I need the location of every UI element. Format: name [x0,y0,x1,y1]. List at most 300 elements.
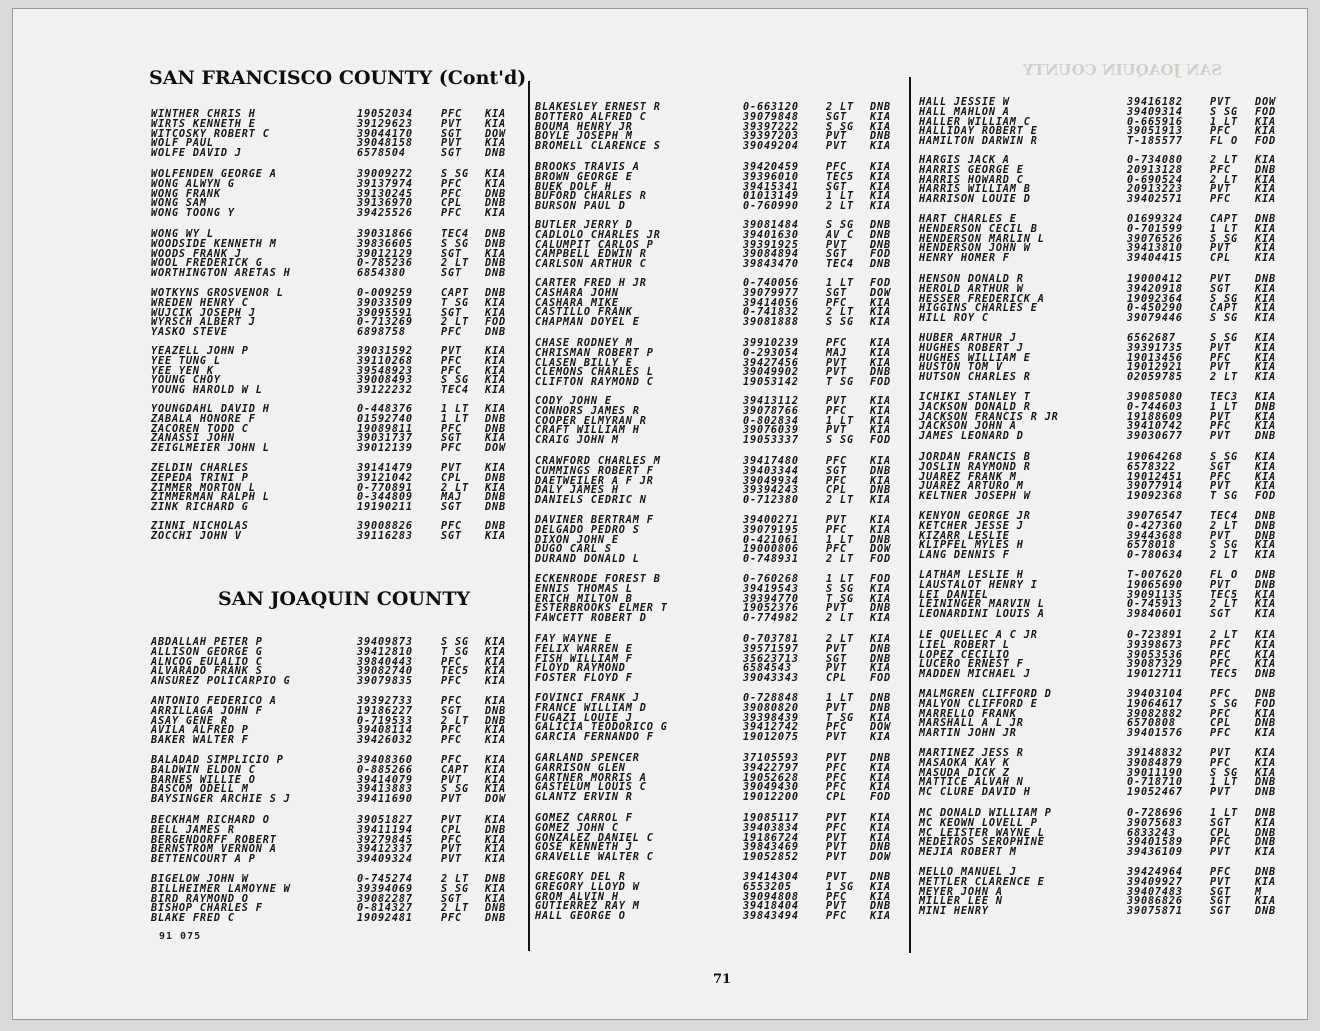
rank: PVT [826,367,847,379]
status-code: DNB [1255,401,1276,413]
status-code: KIA [1255,223,1276,235]
entry-name: CLEMONS CHARLES L [535,367,654,379]
rank: CPL [1210,827,1231,839]
rank: PFC [1210,126,1231,138]
rank: PVT [826,813,847,824]
status-code: DNB [485,715,506,727]
entry-name: MC DONALD WILLIAM P [919,808,1052,819]
rank: PFC [826,405,847,417]
status-code: KIA [485,404,506,415]
rank: PFC [441,423,462,435]
entry-name: HALLER WILLIAM C [919,116,1031,128]
serial-number: 39031592 [357,346,413,357]
rank: PFC [826,297,847,309]
status-code: DNB [485,492,506,504]
entry-name: JOSLIN RAYMOND R [919,461,1031,473]
rank: 2 LT [826,613,854,625]
status-code: KIA [870,613,891,625]
entry-name: HARRIS GEORGE E [919,164,1024,176]
rank: S SG [1210,293,1238,305]
serial-number: 39079835 [357,676,413,688]
entry-name: MASAOKA KAY K [919,757,1010,769]
rank: 1 LT [441,404,469,415]
serial-number: 39571597 [743,643,799,655]
entry-name: MARSHALL A L JR [919,718,1024,730]
entry-name: YOUNG HAROLD W L [151,385,263,397]
status-code: KIA [870,425,891,437]
serial-number: 39417480 [743,456,799,467]
sf-county-heading: SAN FRANCISCO COUNTY (Cont'd) [149,67,527,89]
rank: TEC3 [1210,392,1238,403]
status-code: KIA [1255,767,1276,779]
rank: FL O [1210,136,1238,148]
status-code: KIA [485,248,506,260]
status-code: KIA [1255,471,1276,483]
serial-number: 39425526 [357,208,413,220]
status-code: DNB [1255,570,1276,581]
entry-name: BARNES WILLIE O [151,774,256,786]
status-code: M [1255,886,1262,898]
rank: PVT [826,732,847,744]
serial-number: 0-760268 [743,574,799,585]
rank: PFC [441,188,462,200]
rank: 2 LT [441,317,469,329]
serial-number: 39049934 [743,475,799,487]
status-code: KIA [1255,352,1276,364]
rank: PFC [826,544,847,556]
serial-number: 19052376 [743,603,799,615]
serial-number: 39279845 [357,834,413,846]
entry-name: WYRSCH ALBERT J [151,317,256,329]
rank: S SG [1210,540,1238,552]
rank: CPL [826,792,847,804]
status-code: KIA [485,346,506,357]
status-code: FOD [1255,698,1276,710]
entry-name: YEAZELL JOHN P [151,346,249,357]
entry-name: ZELDIN CHARLES [151,463,249,474]
rank: PVT [826,603,847,615]
rank: SGT [441,893,462,905]
status-code: DNB [485,188,506,200]
status-code: KIA [485,784,506,796]
serial-number: 0-719533 [357,715,413,727]
status-code: DNB [870,872,891,883]
serial-number: 39403344 [743,465,799,477]
status-code: KIA [485,815,506,826]
entry-name: DALY JAMES H [535,485,619,497]
serial-number: 39077914 [1127,481,1183,493]
rank: S SG [826,435,854,447]
rank: PFC [1210,689,1231,700]
rank: PFC [1210,639,1231,651]
rank: S SG [441,784,469,796]
entry-name: CLIFTON RAYMOND C [535,377,654,389]
rank: PVT [826,852,847,864]
document-code: 91 075 [159,931,202,942]
rank: 2 LT [826,554,854,566]
entry-name: ALNCOG EULALIO C [151,656,263,668]
status-code: DOW [485,794,506,806]
rank: S SG [441,883,469,895]
entry-name: ZOCCHI JOHN V [151,530,242,542]
rank: PVT [826,131,847,143]
rank: SGT [826,249,847,261]
serial-number: 39084879 [1127,757,1183,769]
entry-name: MELLO MANUEL J [919,867,1017,878]
rank: CPL [1210,718,1231,730]
rank: PVT [441,118,462,130]
serial-number: 0-728848 [743,693,799,704]
entry-name: WINTHER CHRIS H [151,109,256,120]
status-code: KIA [870,583,891,595]
entry-name: HALLIDAY ROBERT E [919,126,1038,138]
status-code: DNB [870,653,891,665]
rank: 2 LT [1210,550,1238,562]
rank: PVT [441,138,462,150]
status-code: KIA [1255,550,1276,562]
serial-number: 39409927 [1127,876,1183,888]
entry-name: HARRISON LOUIE D [919,194,1031,206]
rank: 2 LT [826,495,854,507]
serial-number: 0-745913 [1127,599,1183,611]
entry-name: HENDERSON CECIL B [919,223,1038,235]
status-code: KIA [870,338,891,349]
serial-number: 39414304 [743,872,799,883]
serial-number: 39049204 [743,141,799,153]
rank: PVT [441,346,462,357]
serial-number: 20913128 [1127,164,1183,176]
serial-number: 6562687 [1127,333,1176,344]
rank: 2 LT [441,715,469,727]
serial-number: 39418404 [743,901,799,913]
entry-name: YEE YEN K [151,365,214,377]
serial-number: 0-713269 [357,317,413,329]
serial-number: 6584543 [743,663,792,675]
status-code: KIA [485,676,506,688]
entry-name: BECKHAM RICHARD O [151,815,270,826]
serial-number: 19065690 [1127,579,1183,591]
status-code: DNB [1255,579,1276,591]
entry-name: CRAIG JOHN M [535,435,619,447]
serial-number: 0-665916 [1127,116,1183,128]
entry-name: WONG ALWYN G [151,178,235,190]
rank: PFC [826,762,847,774]
rank: S SG [441,238,469,250]
rank: PVT [826,425,847,437]
entry-name: WOTKYNS GROSVENOR L [151,288,284,299]
entry-name: JORDAN FRANCIS B [919,452,1031,463]
entry-name: BIRD RAYMOND O [151,893,249,905]
entry-name: CRAFT WILLIAM H [535,425,640,437]
entry-name: BOYLE JOSEPH M [535,131,633,143]
status-code: FOD [870,673,891,685]
serial-number: 39148832 [1127,748,1183,759]
serial-number: 39424964 [1127,867,1183,878]
serial-number: 39426032 [357,735,413,747]
entry-name: ZACOREN TODD C [151,423,249,435]
rank: CPL [826,673,847,685]
rank: S SG [441,375,469,387]
serial-number: 0-663120 [743,102,799,113]
serial-number: 0-760990 [743,201,799,213]
rank: S SG [826,583,854,595]
rank: TEC4 [826,259,854,271]
serial-number: 01592740 [357,413,413,425]
rank: AV C [826,229,854,241]
entry-name: METTLER CLARENCE E [919,876,1045,888]
entry-name: HUGHES ROBERT J [919,342,1024,354]
status-code: KIA [1255,452,1276,463]
rank: S SG [1210,106,1238,118]
status-code: DNB [1255,431,1276,443]
serial-number: 0-427360 [1127,520,1183,532]
status-code: KIA [870,141,891,153]
rank: CPL [441,198,462,210]
rank: SGT [826,111,847,123]
entry-name: WOLFENDEN GEORGE A [151,169,277,180]
rank: 1 LT [826,415,854,427]
entry-name: BUTLER JERRY D [535,220,633,231]
entry-name: MADDEN MICHAEL J [919,669,1031,681]
status-code: DNB [870,102,891,113]
status-code: FOD [870,278,891,289]
entry-name: MC KEOWN LOVELL P [919,817,1038,829]
rank: SGT [441,502,462,514]
rank: CAPT [441,288,469,299]
entry-name: GROM ALVIN H [535,891,619,903]
rank: SGT [441,705,462,717]
serial-number: 19012711 [1127,669,1183,681]
serial-number: 39076547 [1127,511,1183,522]
status-code: DNB [1255,808,1276,819]
entry-name: BETTENCOURT A P [151,854,256,866]
status-code: KIA [485,883,506,895]
status-code: KIA [485,208,506,220]
entry-name: CARTER FRED H JR [535,278,647,289]
rank: CPL [441,472,462,484]
rank: PVT [826,396,847,407]
entry-name: WONG TOONG Y [151,208,235,220]
rank: SGT [1210,817,1231,829]
status-code: KIA [485,109,506,120]
entry-name: BROOKS TRAVIS A [535,162,640,173]
rank: PFC [441,109,462,120]
rank: MAJ [441,492,462,504]
entry-name: AVILA ALFRED P [151,725,249,737]
entry-name: GALICIA TEODORICO G [535,722,668,734]
serial-number: 39075683 [1127,817,1183,829]
document-page [12,8,1308,1020]
entry-name: MEJIA ROBERT M [919,847,1017,859]
status-code: DNB [485,148,506,160]
serial-number: 19012451 [1127,471,1183,483]
rank: PVT [1210,481,1231,493]
status-code: KIA [1255,708,1276,720]
rank: SGT [1210,283,1231,295]
status-code: KIA [870,181,891,193]
entry-name: CONNORS JAMES R [535,405,640,417]
status-code: KIA [870,396,891,407]
serial-number: 39079446 [1127,313,1183,325]
status-code: KIA [870,593,891,605]
status-code: KIA [485,656,506,668]
entry-name: LEONARDINI LOUIS A [919,609,1045,621]
entry-name: MARRELLO FRANK [919,708,1017,720]
status-code: DNB [485,913,506,925]
entry-name: WORTHINGTON ARETAS H [151,268,291,280]
entry-name: GONZALEZ DANIEL C [535,832,654,844]
status-code: KIA [870,415,891,427]
serial-number: 39049430 [743,782,799,794]
status-code: KIA [1255,303,1276,315]
entry-name: CHASE RODNEY M [535,338,633,349]
serial-number: 39031737 [357,433,413,445]
entry-name: WOLF PAUL [151,138,214,150]
serial-number: 0-718710 [1127,777,1183,789]
status-code: KIA [1255,411,1276,423]
entry-name: WOODSIDE KENNETH M [151,238,277,250]
serial-number: 39391735 [1127,342,1183,354]
rank: S SG [826,220,854,231]
serial-number: 39415341 [743,181,799,193]
rank: TEC4 [441,229,469,240]
entry-name: WONG FRANK [151,188,221,200]
rank: T SG [826,377,854,389]
entry-name: CRAWFORD CHARLES M [535,456,661,467]
serial-number: 19013456 [1127,352,1183,364]
status-code: KIA [870,317,891,329]
entry-name: BALDWIN ELDON C [151,764,256,776]
status-code: DNB [485,874,506,885]
serial-number: 39414079 [357,774,413,786]
rank: PVT [1210,431,1231,443]
entry-name: DELGADO PEDRO S [535,524,640,536]
serial-number: 39394770 [743,593,799,605]
status-code: DOW [870,287,891,299]
serial-number: 0-780634 [1127,550,1183,562]
rank: CPL [441,824,462,836]
entry-name: BISHOP CHARLES F [151,903,263,915]
status-code: KIA [870,171,891,183]
status-code: KIA [485,365,506,377]
serial-number: 19012200 [743,792,799,804]
serial-number: 19052467 [1127,787,1183,799]
rank: 2 LT [1210,599,1238,611]
rank: SGT [1210,461,1231,473]
rank: S SG [1210,698,1238,710]
entry-name: CHAPMAN DOYEL E [535,317,640,329]
rank: SGT [1210,886,1231,898]
serial-number: 39076526 [1127,233,1183,245]
entry-name: BROMELL CLARENCE S [535,141,661,153]
serial-number: 0-421061 [743,534,799,546]
status-code: KIA [1255,155,1276,166]
status-code: DOW [1255,97,1276,108]
entry-name: BURSON PAUL D [535,201,626,213]
entry-name: GARLAND SPENCER [535,753,640,764]
entry-name: GREGORY LLOYD W [535,881,640,893]
entry-name: BOTTERO ALFRED C [535,111,647,123]
serial-number: 6553205 [743,881,792,893]
status-code: DNB [485,502,506,514]
status-code: KIA [485,138,506,150]
entry-name: GARRISON GLEN [535,762,626,774]
status-code: KIA [870,663,891,675]
rank: PFC [826,891,847,903]
rank: S SG [1210,767,1238,779]
entry-name: WITCOSKY ROBERT C [151,128,270,140]
status-code: DNB [870,229,891,241]
serial-number: 6833243 [1127,827,1176,839]
serial-number: 39121042 [357,472,413,484]
entry-name: FAY WAYNE E [535,634,612,645]
entry-name: HENRY HOMER F [919,253,1010,265]
entry-name: LE QUELLEC A C JR [919,630,1038,641]
entry-name: HUTSON CHARLES R [919,372,1031,384]
entry-name: LATHAM LESLIE H [919,570,1024,581]
entry-name: MEYER JOHN A [919,886,1003,898]
rank: PFC [1210,708,1231,720]
entry-name: BLAKESLEY ERNEST R [535,102,661,113]
entry-name: COOPER ELMYRAN R [535,415,647,427]
rank: PFC [441,834,462,846]
status-code: KIA [485,666,506,678]
status-code: DNB [1255,689,1276,700]
serial-number: 39843494 [743,911,799,923]
rank: PFC [1210,421,1231,433]
status-code: DNB [870,131,891,143]
serial-number: 39401589 [1127,837,1183,849]
rank: PFC [826,456,847,467]
serial-number: 39086826 [1127,896,1183,908]
serial-number: 6578018 [1127,540,1176,552]
entry-name: HUBER ARTHUR J [919,333,1017,344]
rank: PFC [1210,659,1231,671]
status-code: KIA [485,725,506,737]
rank: PFC [441,696,462,707]
serial-number: 39094808 [743,891,799,903]
status-code: DNB [1255,718,1276,730]
status-code: DNB [870,753,891,764]
rank: PVT [441,844,462,856]
entry-name: ABDALLAH PETER P [151,637,263,648]
serial-number: 39408114 [357,725,413,737]
rank: 1 LT [1210,401,1238,413]
serial-number: 39843469 [743,842,799,854]
entry-name: BUEK DOLF H [535,181,612,193]
entry-name: YOUNG CHOY [151,375,221,387]
entry-name: BUFORD CHARLES R [535,191,647,203]
status-code: KIA [485,774,506,786]
status-code: KIA [1255,589,1276,601]
page-number: 71 [713,972,732,987]
serial-number: 19092368 [1127,491,1183,503]
status-code: DNB [485,238,506,250]
status-code: DNB [870,603,891,615]
entry-name: CARLSON ARTHUR C [535,259,647,271]
entry-name: HESSER FREDERICK A [919,293,1045,305]
status-code: DNB [1255,777,1276,789]
rank: SGT [1210,609,1231,621]
entry-name: WUJCIK JOSEPH J [151,307,256,319]
rank: CAPT [1210,303,1238,315]
rank: 1 LT [826,191,854,203]
status-code: FOD [870,554,891,566]
entry-name: MC LEISTER WAYNE L [919,827,1045,839]
entry-name: WOOL FREDERICK G [151,258,263,270]
rank: SGT [441,148,462,160]
rank: S SG [1210,452,1238,463]
